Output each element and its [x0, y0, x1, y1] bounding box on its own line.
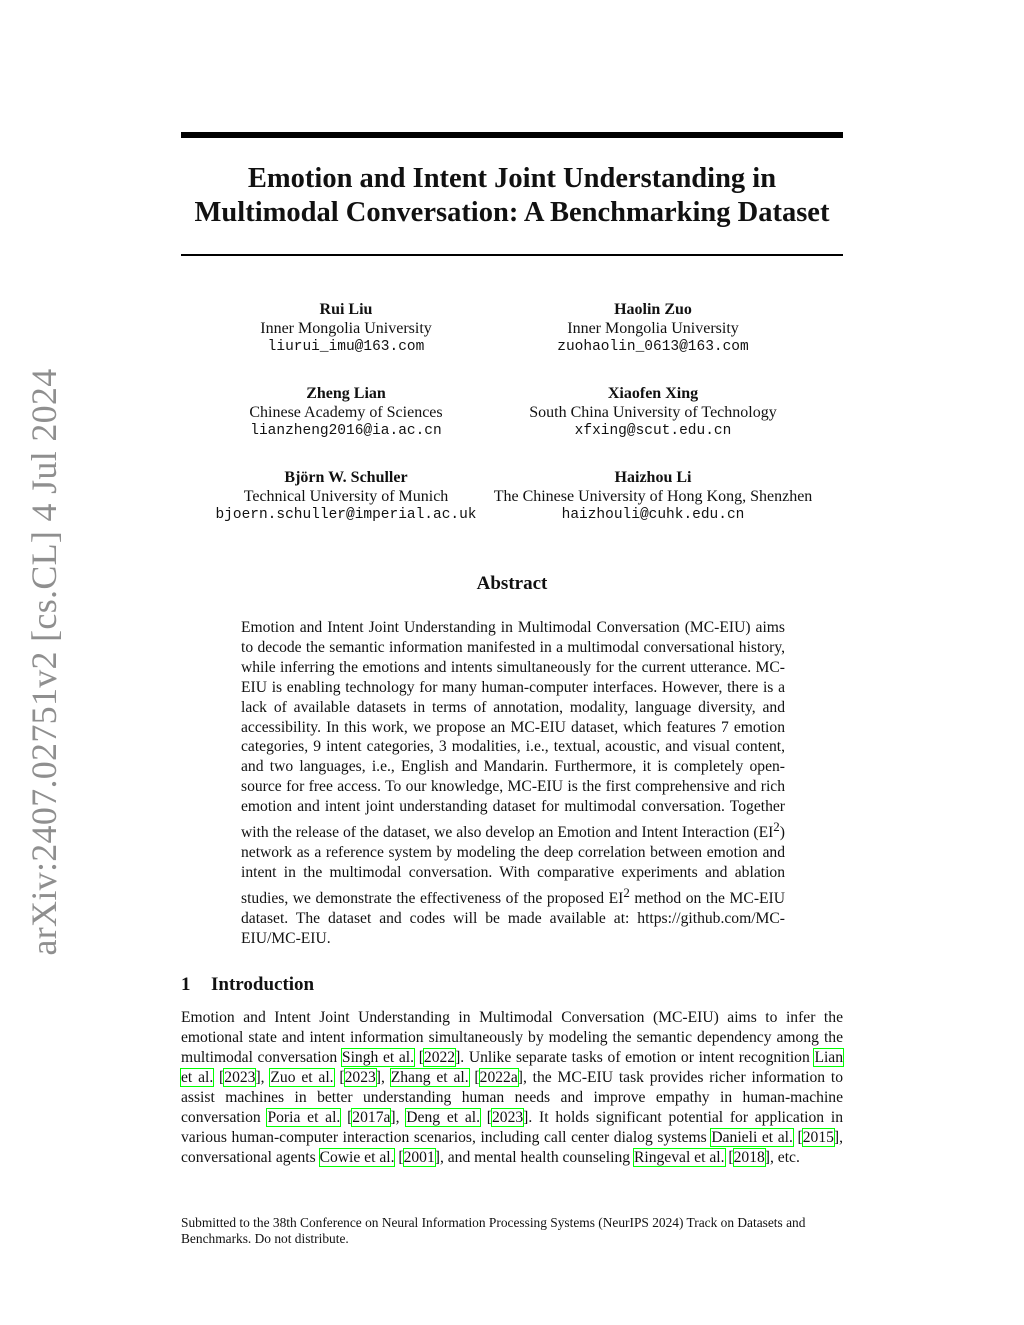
citation-year-link[interactable]: 2015	[802, 1129, 834, 1146]
body-text: , etc.	[769, 1149, 800, 1166]
abstract-text: Emotion and Intent Joint Understanding in Multimodal Conversation (MC-EIU) aims to decode the semantic information manifested in a multimodal conversational history, while inferring the emotions and intents simultaneously for the current utterance. MC-EIU is enabling technology for many human-computer interfaces. However, there is a lack of available datasets in terms of annotation, modality, language diversity, and accessibility. In this work, we propose an MC-EIU dataset, which features 7 emotion categories, 9 intent categories, 3 modalities, i.e., textual, acoustic, and visual content, and two languages, i.e., English and Mandarin. Furthermore, it is completely open-source for free access. To our knowledge, MC-EIU is the first comprehensive and rich emotion and intent joint understanding dataset for multimodal conversation. Together with the release of the dataset, we also develop an Emotion and Intent Interaction (EI	[241, 619, 785, 842]
author-name: Haizhou Li	[614, 469, 692, 486]
author-email[interactable]: xfxing@scut.edu.cn	[574, 423, 732, 439]
author-email[interactable]: haizhouli@cuhk.edu.cn	[561, 507, 745, 523]
title-top-rule	[181, 132, 843, 138]
body-text: . Unlike separate tasks of emotion or intent recognition	[460, 1049, 815, 1066]
author-affiliation: Chinese Academy of Sciences	[249, 404, 443, 421]
author-block	[482, 468, 824, 525]
citation-year-link[interactable]: 2001	[403, 1149, 435, 1166]
citation-link[interactable]: Deng et al.	[406, 1109, 481, 1126]
author-name: Björn W. Schuller	[284, 469, 408, 486]
author-email[interactable]: liurui_imu@163.com	[267, 339, 425, 355]
body-text: . It holds significant potential for application in various human-computer interaction scenarios, including call center dialog systems	[181, 1109, 843, 1146]
abstract-text: method on the MC-EIU dataset. The dataset and codes will be made available at: https://github.com/MC-EIU/MC-EIU.	[241, 890, 785, 947]
citation-year-link[interactable]: 2023	[224, 1069, 256, 1086]
body-text: , and mental health counseling	[439, 1149, 634, 1166]
citation-link[interactable]: Singh et al.	[341, 1049, 415, 1066]
abstract-text: ) network as a reference system by modeling the deep correlation between emotion and intent in the multimodal conversation. With comparative experiments and ablation studies, we demonstrate the effectiveness of the proposed EI	[241, 824, 785, 908]
citation-year-link[interactable]: 2023	[491, 1109, 524, 1126]
citation-link[interactable]: Lian et al.	[181, 1049, 844, 1086]
author-name: Zheng Lian	[306, 385, 386, 402]
author-block	[482, 384, 824, 441]
citation-year-link[interactable]: 2023	[344, 1069, 376, 1086]
citation-link[interactable]: Danieli et al.	[711, 1129, 793, 1146]
section-heading-introduction	[181, 974, 314, 996]
citation-link[interactable]: Ringeval et al.	[633, 1149, 725, 1166]
citation-link[interactable]: Cowie et al.	[319, 1149, 395, 1166]
title-bottom-rule	[181, 254, 843, 256]
abstract-body	[241, 618, 785, 949]
author-affiliation: South China University of Technology	[529, 404, 777, 421]
author-block	[190, 384, 502, 441]
author-block	[482, 300, 824, 357]
author-affiliation: Inner Mongolia University	[567, 320, 739, 337]
citation-year-link[interactable]: 2022	[423, 1049, 456, 1066]
body-text: Emotion and Intent Joint Understanding in Multimodal Conversation (MC-EIU) aims to infer the emotional state and intent information simultaneously by modeling the semantic dependency among the multimodal conversation	[181, 1009, 843, 1066]
body-text: , the MC-EIU task provides richer information to assist machines in better understanding human needs and improve empathy in human-machine conversation	[181, 1069, 844, 1126]
author-name: Haolin Zuo	[614, 301, 692, 318]
author-block	[190, 468, 502, 525]
author-affiliation: Inner Mongolia University	[260, 320, 432, 337]
author-affiliation: Technical University of Munich	[243, 488, 449, 505]
author-email[interactable]: zuohaolin_0613@163.com	[557, 339, 749, 355]
paper-title	[181, 162, 843, 230]
title-line-1: Emotion and Intent Joint Understanding in	[247, 163, 777, 194]
introduction-paragraph: Emotion and Intent Joint Understanding in Multimodal Conversation (MC-EIU) aims to infer the emotional state and intent information simultaneously by modeling the semantic dependency among the multimodal conversation Singh et al. [2022]. Unlike separate tasks of emotion or intent recognition Lian et al. [2023], Zuo et al. [2023], Zhang et al. [2022a], the MC-EIU task provides richer information to assist machines in better understanding human needs and improve empathy in human-machine conversation Poria et al. [2017a], Deng et al. [2023]. It holds significant potential for application in various human-computer interaction scenarios, including call center dialog systems Danieli et al. [2015], conversational agents Cowie et al. [2001], and mental health counseling Ringeval et al. [2018], etc.	[181, 1009, 844, 1166]
citation-link[interactable]: Zhang et al.	[390, 1069, 469, 1086]
abstract-heading: Abstract	[476, 573, 548, 594]
citation-year-link[interactable]: 2018	[733, 1149, 765, 1166]
superscript: 2	[623, 884, 630, 900]
author-email[interactable]: bjoern.schuller@imperial.ac.uk	[215, 507, 477, 523]
author-name: Rui Liu	[319, 301, 373, 318]
author-affiliation: The Chinese University of Hong Kong, Shenzhen	[493, 488, 813, 505]
author-block	[190, 300, 502, 357]
author-name: Xiaofen Xing	[607, 385, 699, 402]
section-title: Introduction	[211, 974, 315, 995]
citation-year-link[interactable]: 2017a	[352, 1109, 391, 1126]
title-line-2: Multimodal Conversation: A Benchmarking Dataset	[194, 197, 830, 228]
superscript: 2	[773, 819, 780, 835]
citation-link[interactable]: Poria et al.	[267, 1109, 341, 1126]
citation-year-link[interactable]: 2022a	[479, 1069, 518, 1086]
section-number: 1	[181, 974, 191, 995]
body-text: , conversational agents	[181, 1129, 844, 1166]
submission-footnote: Submitted to the 38th Conference on Neural Information Processing Systems (NeurIPS 2024) Track on Datasets and Benchmarks. Do not distribute.	[181, 1215, 806, 1246]
author-email[interactable]: lianzheng2016@ia.ac.cn	[250, 423, 442, 439]
arxiv-identifier: arXiv:2407.02751v2 [cs.CL] 4 Jul 2024	[24, 368, 64, 956]
citation-link[interactable]: Zuo et al.	[270, 1069, 334, 1086]
